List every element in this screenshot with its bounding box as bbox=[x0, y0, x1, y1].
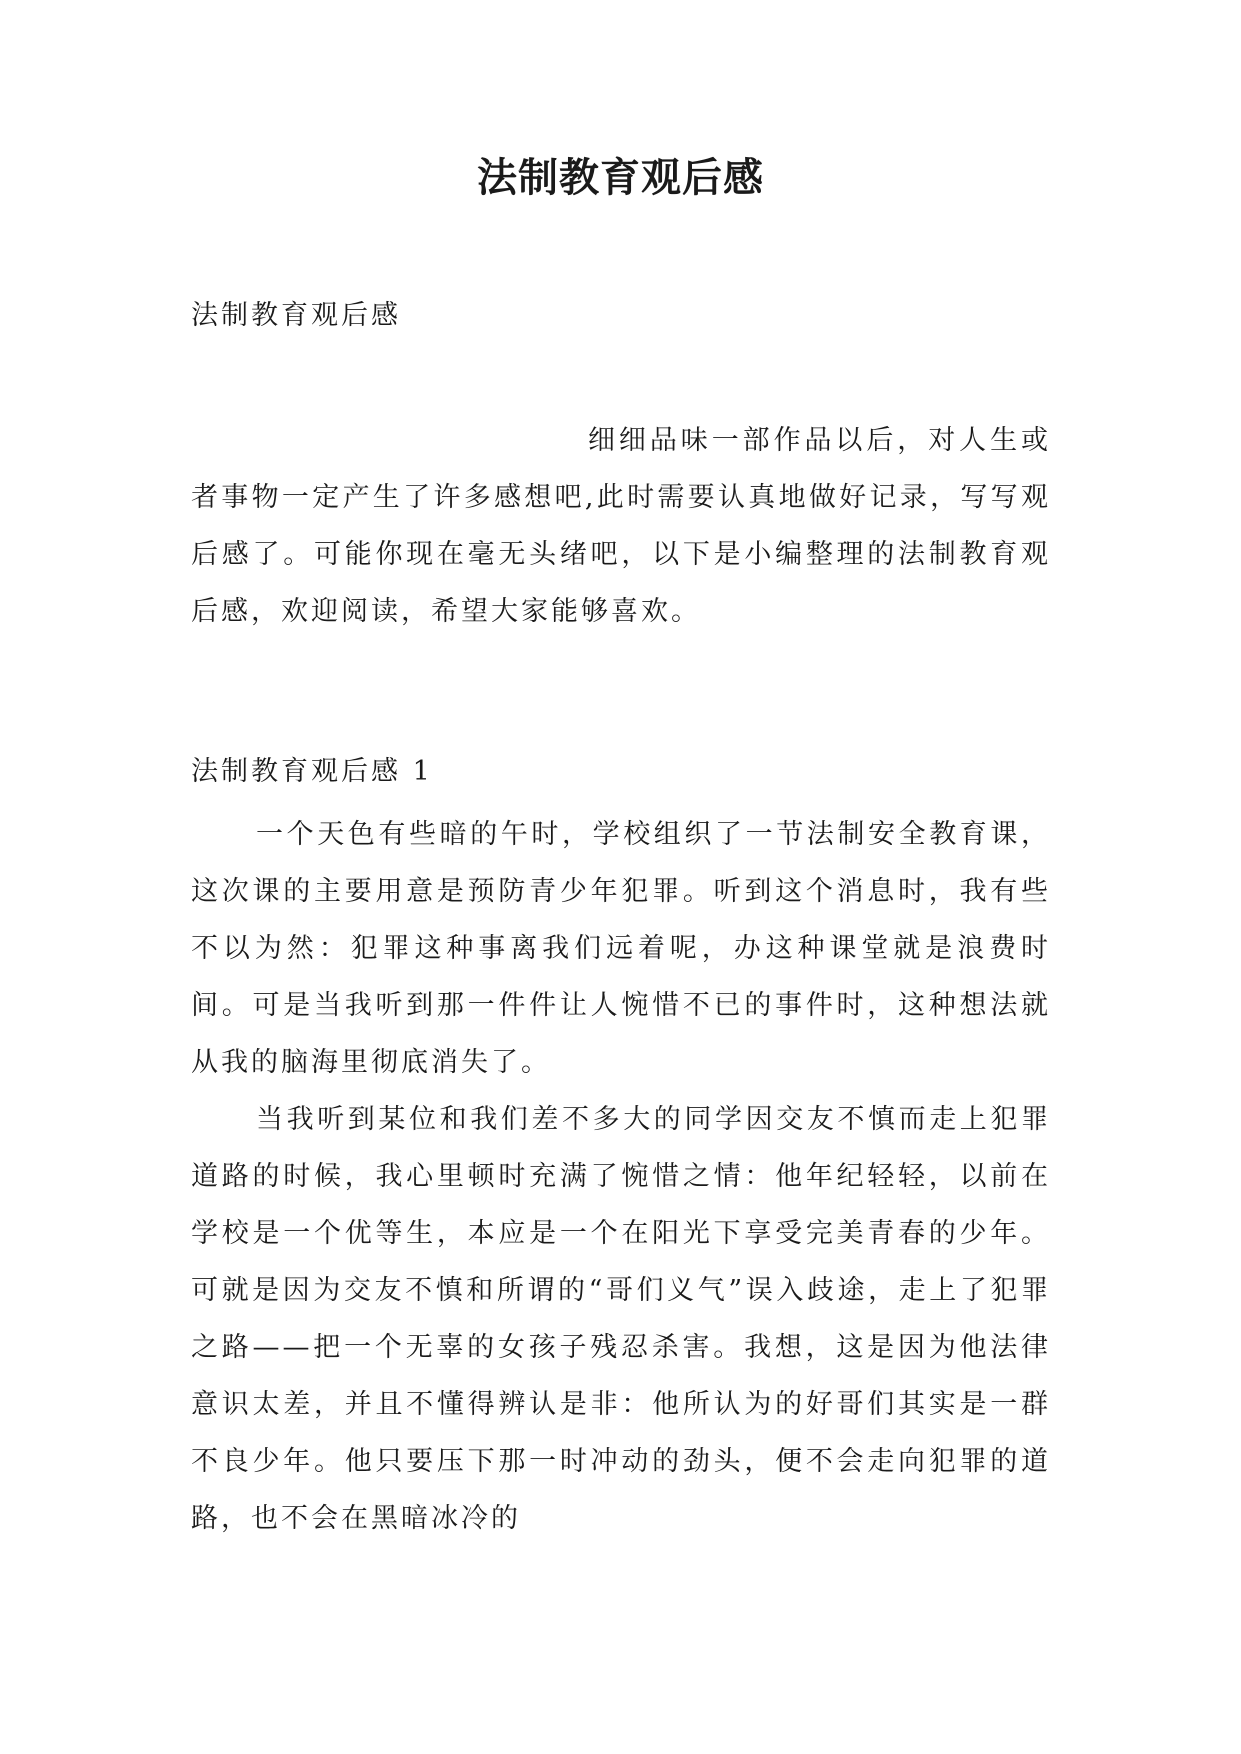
section-1 bbox=[191, 752, 1051, 1547]
section-heading: 法制教育观后感 1 bbox=[191, 756, 433, 787]
intro-paragraph: 细细品味一部作品以后，对人生或者事物一定产生了许多感想吧,此时需要认真地做好记录，写写观后感了。可能你现在毫无头绪吧，以下是小编整理的法制教育观后感，欢迎阅读，希望大家能够喜欢。 bbox=[191, 425, 1051, 627]
document-subtitle: 法制教育观后感 bbox=[191, 300, 401, 331]
body-paragraph: 一个天色有些暗的午时，学校组织了一节法制安全教育课，这次课的主要用意是预防青少年犯罪。听到这个消息时，我有些不以为然：犯罪这种事离我们远着呢，办这种课堂就是浪费时间。可是当我听到那一件件让人惋惜不已的事件时，这种想法就从我的脑海里彻底消失了。 bbox=[191, 819, 1051, 1078]
document-title: 法制教育观后感 bbox=[477, 154, 764, 201]
body-paragraph: 当我听到某位和我们差不多大的同学因交友不慎而走上犯罪道路的时候，我心里顿时充满了惋惜之情：他年纪轻轻，以前在学校是一个优等生，本应是一个在阳光下享受完美青春的少年。可就是因为交友不慎和所谓的“哥们义气”误入歧途，走上了犯罪之路——把一个无辜的女孩子残忍杀害。我想，这是因为他法律意识太差，并且不懂得辨认是非：他所认为的好哥们其实是一群不良少年。他只要压下那一时冲动的劲头，便不会走向犯罪的道路，也不会在黑暗冰冷的 bbox=[191, 1104, 1051, 1534]
